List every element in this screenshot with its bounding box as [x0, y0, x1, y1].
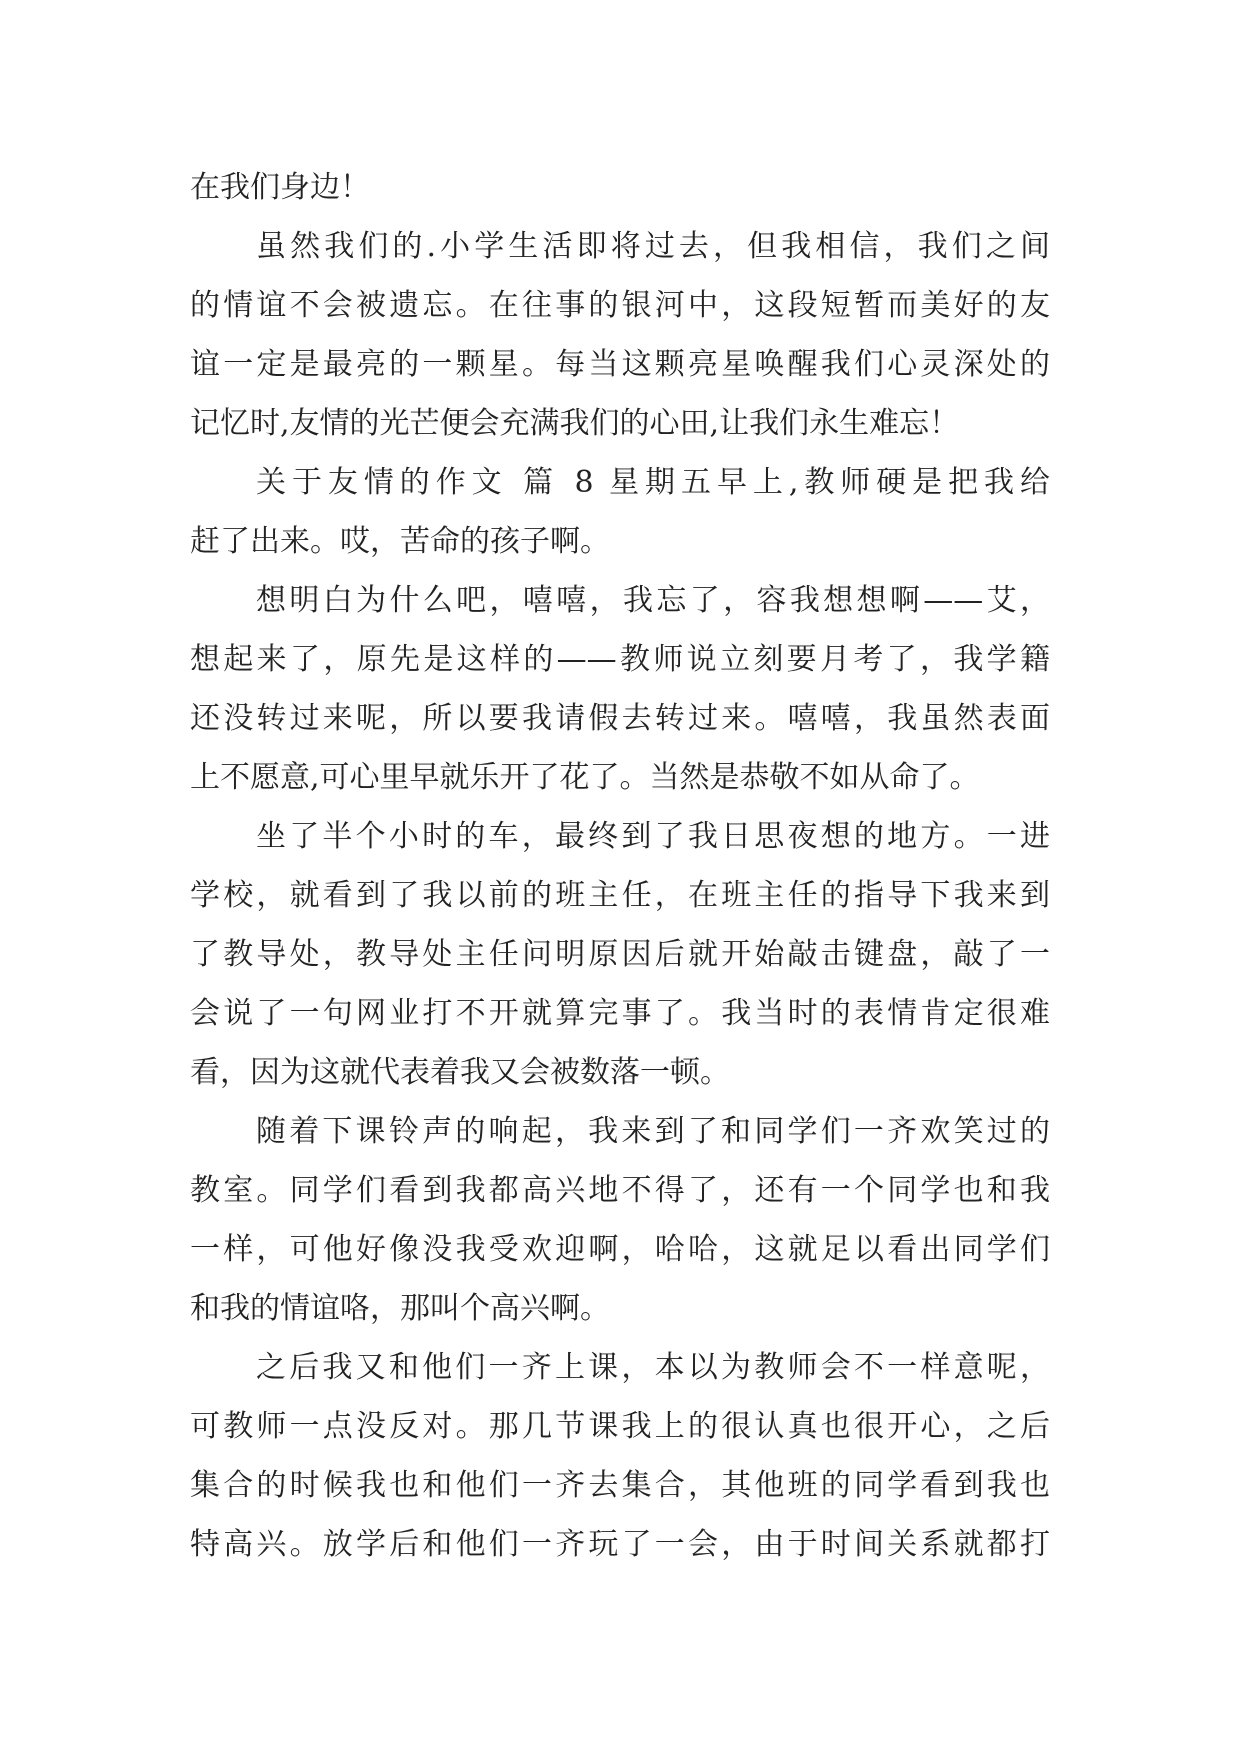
text-line: 一样，可他好像没我受欢迎啊，哈哈，这就足以看出同学们 [190, 1232, 1050, 1267]
text-line: 虽然我们的.小学生活即将过去，但我相信，我们之间 [256, 229, 1050, 264]
text-line: 特高兴。放学后和他们一齐玩了一会，由于时间关系就都打 [190, 1527, 1050, 1562]
text-line: 谊一定是最亮的一颗星。每当这颗亮星唤醒我们心灵深处的 [190, 347, 1050, 382]
text-line: 赶了出来。哎，苦命的孩子啊。 [190, 524, 610, 559]
text-line: 关于友情的作文 篇 8 星期五早上,教师硬是把我给 [256, 465, 1050, 500]
text-line: 看，因为这就代表着我又会被数落一顿。 [190, 1055, 730, 1090]
text-line: 上不愿意,可心里早就乐开了花了。当然是恭敬不如从命了。 [190, 760, 980, 795]
text-line: 想明白为什么吧，嘻嘻，我忘了，容我想想啊——艾， [256, 583, 1050, 618]
text-line: 还没转过来呢，所以要我请假去转过来。嘻嘻，我虽然表面 [190, 701, 1050, 736]
text-line: 记忆时,友情的光芒便会充满我们的心田,让我们永生难忘！ [190, 406, 960, 441]
text-line: 和我的情谊咯，那叫个高兴啊。 [190, 1291, 610, 1326]
text-line: 在我们身边！ [190, 170, 370, 205]
text-line: 集合的时候我也和他们一齐去集合，其他班的同学看到我也 [190, 1468, 1050, 1503]
text-line: 会说了一句网业打不开就算完事了。我当时的表情肯定很难 [190, 996, 1050, 1031]
text-line: 坐了半个小时的车，最终到了我日思夜想的地方。一进 [256, 819, 1050, 854]
text-line: 的情谊不会被遗忘。在往事的银河中，这段短暂而美好的友 [190, 288, 1050, 323]
text-line: 了教导处，教导处主任问明原因后就开始敲击键盘，敲了一 [190, 937, 1050, 972]
text-line: 学校，就看到了我以前的班主任，在班主任的指导下我来到 [190, 878, 1050, 913]
text-line: 想起来了，原先是这样的——教师说立刻要月考了，我学籍 [190, 642, 1050, 677]
text-line: 之后我又和他们一齐上课，本以为教师会不一样意呢， [256, 1350, 1050, 1385]
text-column [190, 158, 1050, 1574]
text-line: 可教师一点没反对。那几节课我上的很认真也很开心，之后 [190, 1409, 1050, 1444]
text-line: 教室。同学们看到我都高兴地不得了，还有一个同学也和我 [190, 1173, 1050, 1208]
text-line: 随着下课铃声的响起，我来到了和同学们一齐欢笑过的 [256, 1114, 1050, 1149]
